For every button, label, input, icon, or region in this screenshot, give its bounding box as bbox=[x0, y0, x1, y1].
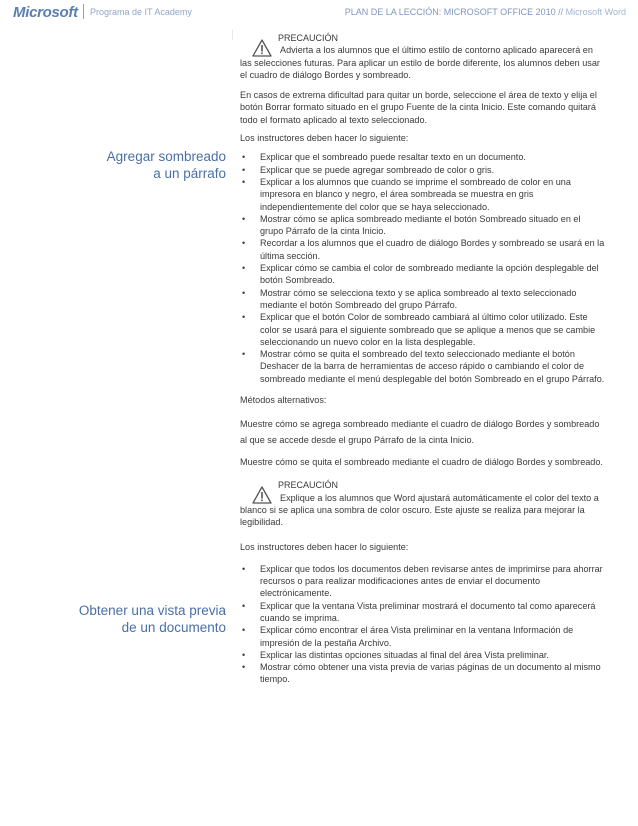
list-item: • Explicar las distintas opciones situadas al final del área Vista preliminar. bbox=[242, 649, 606, 661]
warning-icon bbox=[252, 39, 272, 57]
caution-extra-text: En casos de extrema dificultad para quitar un borde, seleccione el área de texto y elija el botón Borrar formato situado en el grupo Fuente de la cinta Inicio. Este comando quitará todo el formato aplicado al texto seleccionado. bbox=[240, 90, 597, 125]
caution-title: PRECAUCIÓN bbox=[278, 480, 339, 491]
section-heading-shading bbox=[60, 148, 226, 182]
alternative-method-text: Muestre cómo se agrega sombreado mediante el cuadro de diálogo Bordes y sombreado al que se accede desde el grupo Párrafo de la cinta Inicio. bbox=[240, 419, 600, 446]
list-item: • Explicar cómo se cambia el color de sombreado mediante la opción desplegable del botón Sombreado. bbox=[242, 262, 606, 287]
list-item: • Mostrar cómo se selecciona texto y se aplica sombreado al texto seleccionado mediante el botón Sombreado del grupo Párrafo. bbox=[242, 287, 606, 312]
heading-line: Obtener una vista previa bbox=[78, 603, 226, 618]
preview-steps-list bbox=[240, 563, 606, 686]
list-item: • Explicar que el sombreado puede resaltar texto en un documento. bbox=[242, 151, 606, 163]
list-item: • Mostrar cómo se quita el sombreado del texto seleccionado mediante el botón Deshacer de la barra de herramientas de acceso rápido o cambiando el color de sombreado mediante el menú desplegable del botón Sombreado en el grupo Párrafo. bbox=[242, 348, 606, 385]
list-item: • Explicar cómo encontrar el área Vista preliminar en la ventana Información de impresión de la pestaña Archivo. bbox=[242, 624, 606, 649]
list-item: • Recordar a los alumnos que el cuadro de diálogo Bordes y sombreado se usará en la última sección. bbox=[242, 237, 606, 262]
list-item: • Explicar a los alumnos que cuando se imprime el sombreado de color en una impresora en blanco y negro, el área sombreada se muestra en gris independientemente del color que se haya seleccionado. bbox=[242, 176, 606, 213]
warning-icon bbox=[252, 486, 272, 504]
alternative-methods-label: Métodos alternativos: bbox=[240, 395, 327, 406]
header-divider bbox=[83, 4, 84, 19]
caution-box bbox=[240, 32, 606, 81]
list-item: • Explicar que todos los documentos deben revisarse antes de imprimirse para ahorrar recursos o para realizar modificaciones antes de enviar el documento electrónicamente. bbox=[242, 563, 606, 600]
product-name: Microsoft Word bbox=[565, 7, 626, 17]
section-heading-preview bbox=[60, 602, 226, 636]
list-item: • Mostrar cómo obtener una vista previa de varias páginas de un documento al mismo tiempo. bbox=[242, 661, 606, 686]
caution-box bbox=[240, 479, 606, 528]
lesson-title bbox=[345, 7, 626, 17]
heading-line: de un documento bbox=[121, 620, 226, 635]
instructor-intro: Los instructores deben hacer lo siguiente: bbox=[240, 541, 409, 552]
alternative-method-text: Muestre cómo se quita el sombreado mediante el cuadro de diálogo Bordes y sombreado. bbox=[240, 457, 603, 468]
heading-line: Agregar sombreado bbox=[106, 149, 226, 164]
heading-line: a un párrafo bbox=[153, 166, 226, 181]
main-content bbox=[240, 32, 606, 686]
list-item: • Explicar que la ventana Vista preliminar mostrará el documento tal como aparecerá cuando se imprima. bbox=[242, 600, 606, 625]
instructor-intro: Los instructores deben hacer lo siguiente: bbox=[240, 133, 409, 144]
caution-text: Advierta a los alumnos que el último estilo de contorno aplicado aparecerá en las selecciones futuras. Para aplicar un estilo de borde diferente, los alumnos deben usar el cuadro de diálogo Bordes y sombreado. bbox=[240, 45, 600, 80]
shading-steps-list bbox=[240, 151, 606, 385]
list-item: • Explicar que se puede agregar sombreado de color o gris. bbox=[242, 164, 606, 176]
page-header bbox=[0, 0, 638, 24]
caution-title: PRECAUCIÓN bbox=[278, 33, 339, 43]
list-item: • Mostrar cómo se aplica sombreado mediante el botón Sombreado situado en el grupo Párrafo de la cinta Inicio. bbox=[242, 213, 606, 238]
lesson-plan-label: PLAN DE LA LECCIÓN: MICROSOFT OFFICE 2010 // bbox=[344, 7, 564, 17]
column-divider bbox=[232, 30, 233, 40]
program-name: Programa de IT Academy bbox=[90, 7, 192, 17]
microsoft-logo: Microsoft bbox=[13, 4, 78, 21]
list-item: • Explicar que el botón Color de sombreado cambiará al último color utilizado. Este color se usará para el siguiente sombreado que se aplique a menos que se cambie seleccionando un nuevo color en la lista desplegable. bbox=[242, 311, 606, 348]
caution-text: Explique a los alumnos que Word ajustará automáticamente el color del texto a blanco si se aplica una sombra de color oscuro. Este ajuste se realiza para mejorar la legibilidad. bbox=[240, 492, 599, 528]
